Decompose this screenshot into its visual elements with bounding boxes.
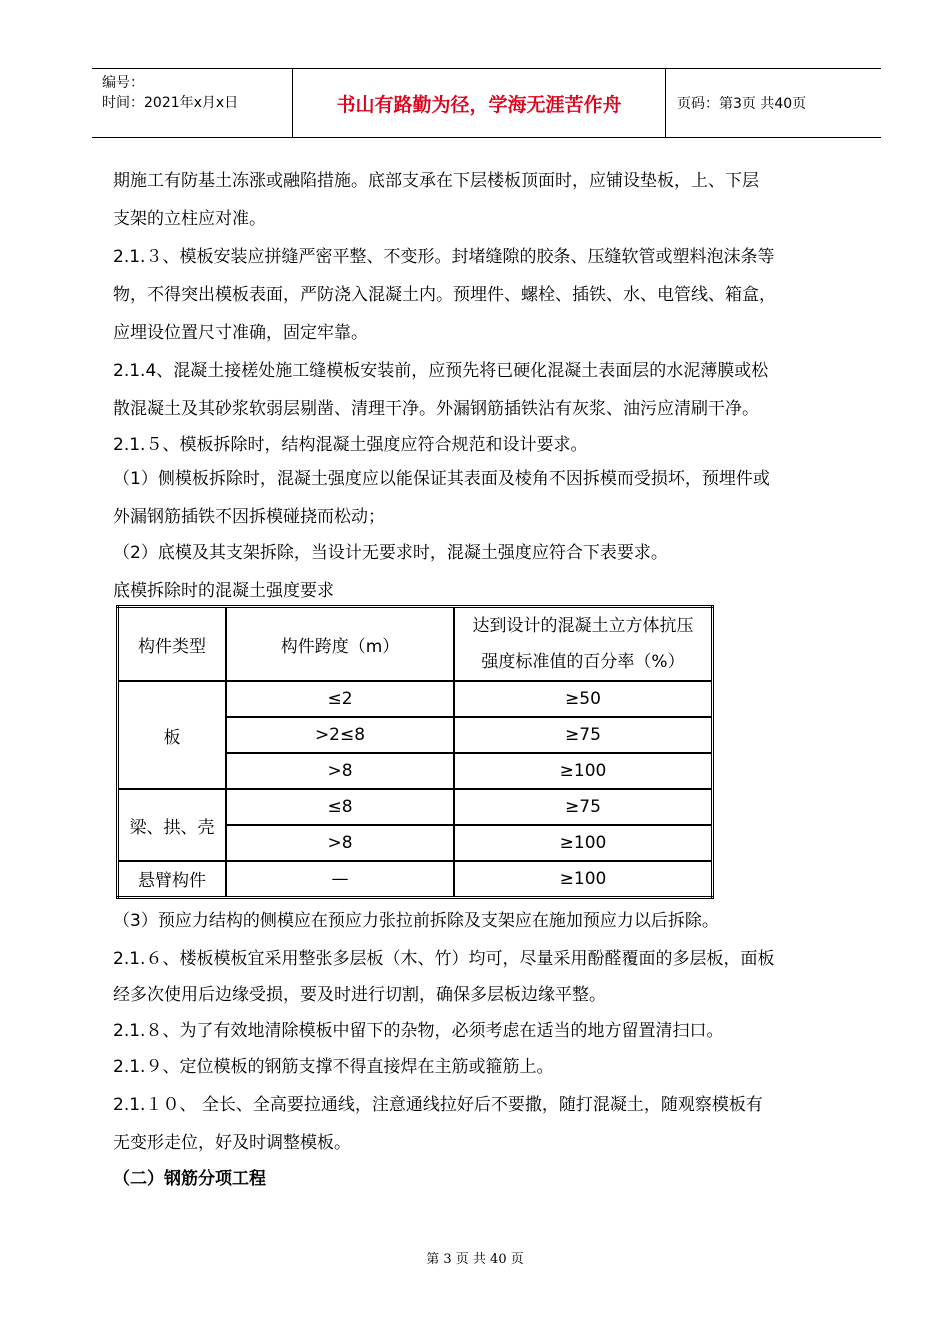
header-page-label: 页码：第3页 共40页 — [677, 96, 807, 112]
rate-cell: ≥50 — [454, 681, 713, 717]
span-cell: ≤8 — [226, 789, 454, 825]
header-cell-span: 构件跨度（m） — [226, 607, 454, 682]
group-cell: 悬臂构件 — [118, 861, 227, 897]
paragraph-line: 支架的立柱应对准。 — [113, 209, 266, 229]
rate-cell: ≥75 — [454, 789, 713, 825]
table-row — [118, 681, 713, 717]
table-caption: 底模拆除时的混凝土强度要求 — [113, 581, 334, 601]
strength-table — [116, 605, 714, 899]
paragraph-line: 2.1.4、混凝土接槎处施工缝模板安装前，应预先将已硬化混凝土表面层的水泥薄膜或松 — [113, 361, 769, 381]
span-cell: ≤2 — [226, 681, 454, 717]
span-cell: >8 — [226, 825, 454, 861]
header-motto: 书山有路勤为径，学海无涯苦作舟 — [336, 94, 622, 116]
paragraph-line: 经多次使用后边缘受损，要及时进行切割，确保多层板边缘平整。 — [113, 985, 606, 1005]
paragraph-line: 2.1.９、定位模板的钢筋支撑不得直接焊在主筋或箍筋上。 — [113, 1057, 554, 1077]
page-footer: 第 3 页 共 40 页 — [426, 1252, 524, 1267]
group-cell: 板 — [118, 681, 227, 789]
rate-cell: ≥100 — [454, 825, 713, 861]
page-header — [92, 68, 881, 138]
group-cell: 梁、拱、壳 — [118, 789, 227, 861]
time-label: 时间：2021年x月x日 — [102, 95, 239, 111]
paragraph-line: （1）侧模板拆除时，混凝土强度应以能保证其表面及棱角不因拆模而受损坏，预埋件或 — [113, 469, 770, 489]
table-header-row — [118, 607, 713, 682]
table-row — [118, 789, 713, 825]
span-cell: — — [226, 861, 454, 897]
rate-cell: ≥100 — [454, 753, 713, 789]
paragraph-line: （2）底模及其支架拆除，当设计无要求时，混凝土强度应符合下表要求。 — [113, 543, 668, 563]
paragraph-line: 2.1.８、为了有效地清除模板中留下的杂物，必须考虑在适当的地方留置清扫口。 — [113, 1021, 724, 1041]
span-cell: >8 — [226, 753, 454, 789]
header-cell-rate-line1: 达到设计的混凝土立方体抗压 — [472, 616, 694, 636]
paragraph-line: 2.1.６、楼板模板宜采用整张多层板（木、竹）均可，尽量采用酚醛覆面的多层板，面板 — [113, 949, 775, 969]
table-row — [118, 861, 713, 897]
paragraph-line: 物，不得突出模板表面，严防浇入混凝土内。预埋件、螺栓、插铁、水、电管线、箱盒， — [113, 285, 776, 305]
header-cell-rate-line2: 强度标准值的百分率（%） — [481, 652, 685, 672]
paragraph-line: 散混凝土及其砂浆软弱层剔凿、清理干净。外漏钢筋插铁沾有灰浆、油污应清刷干净。 — [113, 399, 759, 419]
rate-cell: ≥75 — [454, 717, 713, 753]
span-cell: >2≤8 — [226, 717, 454, 753]
paragraph-line: 无变形走位，好及时调整模板。 — [113, 1133, 351, 1153]
section-heading: （二）钢筋分项工程 — [113, 1169, 266, 1189]
paragraph-line: 期施工有防基土冻涨或融陷措施。底部支承在下层楼板顶面时，应铺设垫板，上、下层 — [113, 171, 759, 191]
header-meta — [102, 73, 238, 113]
rate-cell: ≥100 — [454, 861, 713, 897]
header-divider — [665, 69, 666, 137]
header-cell-type: 构件类型 — [118, 607, 227, 682]
number-label: 编号： — [102, 75, 144, 91]
paragraph-line: 2.1.３、模板安装应拼缝严密平整、不变形。封堵缝隙的胶条、压缝软管或塑料泡沫条等 — [113, 247, 775, 267]
paragraph-line: 2.1.１０、 全长、全高要拉通线，注意通线拉好后不要撒，随打混凝土，随观察模板有 — [113, 1095, 763, 1115]
header-cell-rate — [454, 607, 713, 682]
paragraph-line: 2.1.５、模板拆除时，结构混凝土强度应符合规范和设计要求。 — [113, 435, 588, 455]
paragraph-line: 外漏钢筋插铁不因拆模碰挠而松动； — [113, 507, 385, 527]
paragraph-line: 应埋设位置尺寸准确，固定牢靠。 — [113, 323, 368, 343]
paragraph-line: （3）预应力结构的侧模应在预应力张拉前拆除及支架应在施加预应力以后拆除。 — [113, 911, 719, 931]
